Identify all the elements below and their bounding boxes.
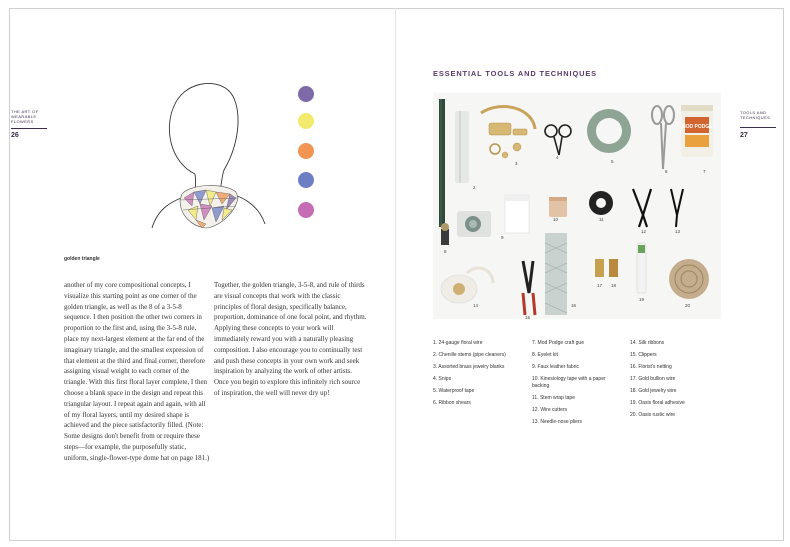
photo-label: 12 — [641, 229, 647, 234]
tool-item: 5. Waterproof tape — [433, 388, 475, 394]
swatch-purple — [298, 86, 314, 102]
tool-item: 2. Chenille stems (pipe cleaners) — [433, 352, 506, 358]
section-title: ESSENTIAL TOOLS AND TECHNIQUES — [433, 69, 598, 78]
silk-ribbons — [441, 268, 493, 303]
swatch-orange — [298, 143, 314, 159]
tool-item: 18. Gold jewelry wire — [630, 388, 677, 394]
tool-item: 14. Silk ribbons — [630, 340, 665, 346]
tool-item: 16. Florist's netting — [630, 364, 672, 370]
photo-label: 8 — [444, 249, 447, 254]
tools-legend-column-3 — [630, 340, 722, 424]
clippers — [523, 261, 535, 315]
swatch-blue — [298, 172, 314, 188]
swatch-magenta — [298, 202, 314, 218]
tool-item: 20. Oasis rustic wire — [630, 412, 676, 418]
tool-item: 9. Faux leather fabric — [532, 364, 579, 370]
right-page-number: 27 — [740, 132, 748, 139]
tool-item: 19. Oasis floral adhesive — [630, 400, 685, 406]
photo-label: 6 — [665, 169, 668, 174]
tool-item: 13. Needle-nose pliers — [532, 419, 583, 425]
body-text-column-1: another of my core compositional concepts, I visualize this starting point as one corner of the golden triangle, as well as the 8 of a 3-5-8 sequence. I then position the other two corners in proportion to the first and, using the 3-5-8 rule, place my next-largest element at the far end of the imaginary triangle, and the smallest expression of that element at the third and final corner, therefore assigning visual weight to each corner of the triangle. With this first floral layer complete, I then choose a blank space in the design and repeat this triangular layout. I repeat again and again, with all of my floral layers, until my desired shape is achieved and the piece satisfactorily filled. (Note: Some designs don't benefit from or require these steps—for example, the purposefully static, uniform, single-flower-type dome hat on page 181.) — [64, 281, 210, 462]
body-text-column-2: Together, the golden triangle, 3-5-8, and rule of thirds are visual concepts that work with the classic principles of floral design, specifically balance, proportion, dominance of one focal point, and rhythm. Applying these concepts to your work will immediately reward you with a naturally pleasing composition. I also encourage you to continually test and push these concepts in your own work and seek inspiration by analyzing the work of other artists. Once you begin to explore this infinitely rich source of inspiration, the well will never dry up! — [214, 281, 367, 397]
photo-label: 16 — [571, 303, 577, 308]
tool-item: 15. Clippers — [630, 352, 657, 358]
photo-label: 19 — [639, 297, 645, 302]
tool-item: 10. Kinesiology tape with a paper backing — [532, 376, 606, 389]
rustic-wire-coil — [669, 259, 709, 299]
gold-wire-spools — [595, 259, 618, 277]
tool-item: 11. Stem wrap tape — [532, 395, 575, 401]
tool-item: 17. Gold bullion wire — [630, 376, 676, 382]
floral-wire-bundle — [439, 99, 445, 227]
figure-caption: golden triangle — [64, 256, 100, 262]
tools-photo — [433, 93, 721, 319]
tool-item: 8. Eyelet kit — [532, 352, 558, 358]
wire-cutters — [633, 189, 651, 227]
tool-item: 6. Ribbon shears — [433, 400, 471, 406]
wood-spool — [549, 197, 567, 217]
photo-label: 17 — [597, 283, 603, 288]
swatch-yellow — [298, 113, 314, 129]
snips — [545, 125, 571, 155]
mod-podge-label: MOD PODGE — [681, 124, 713, 130]
florists-netting — [545, 233, 567, 315]
photo-label: 15 — [525, 315, 531, 319]
mannequin-outline — [169, 83, 238, 190]
left-running-head: THE ART OF WEARABLE FLOWERS — [11, 109, 39, 124]
chenille-stems — [455, 111, 469, 183]
photo-label: 4 — [556, 155, 559, 160]
mod-podge-jar — [681, 105, 713, 157]
tools-legend-column-2 — [532, 340, 624, 431]
tool-item: 4. Snips — [433, 376, 452, 382]
tool-item: 1. 24-gauge floral wire — [433, 340, 483, 346]
right-running-head-rule — [740, 127, 776, 128]
tool-item: 7. Mod Podge craft gue — [532, 340, 584, 346]
photo-label: 2 — [473, 185, 476, 190]
photo-label: 5 — [611, 159, 614, 164]
golden-triangle-figure — [150, 78, 340, 256]
photo-label: 18 — [611, 283, 617, 288]
photo-label: 13 — [675, 229, 681, 234]
photo-label: 20 — [685, 303, 691, 308]
photo-label: 10 — [553, 217, 559, 222]
tool-item: 12. Wire cutters — [532, 407, 568, 413]
photo-label: 7 — [703, 169, 706, 174]
needle-nose-pliers — [671, 189, 683, 227]
kinesiology-tape — [505, 195, 529, 233]
waterproof-tape — [587, 109, 631, 153]
ribbon-shears — [652, 106, 674, 169]
tool-item: 3. Assorted brass jewelry blanks — [433, 364, 505, 370]
stem-wrap-tape — [589, 191, 613, 215]
photo-label: 1 — [442, 241, 445, 246]
left-running-head-rule — [11, 128, 47, 129]
photo-label: 9 — [501, 235, 504, 240]
photo-label: 14 — [473, 303, 479, 308]
floral-adhesive-tube — [637, 243, 646, 293]
photo-label: 11 — [599, 217, 604, 222]
faux-leather-fabric — [457, 211, 491, 237]
tools-legend-column-1 — [433, 340, 525, 412]
brass-jewelry-blanks — [481, 106, 535, 158]
photo-label: 3 — [515, 161, 518, 166]
page-gutter — [395, 8, 396, 539]
right-running-head: TOOLS AND TECHNIQUES — [740, 110, 771, 120]
left-page-number: 26 — [11, 132, 19, 139]
